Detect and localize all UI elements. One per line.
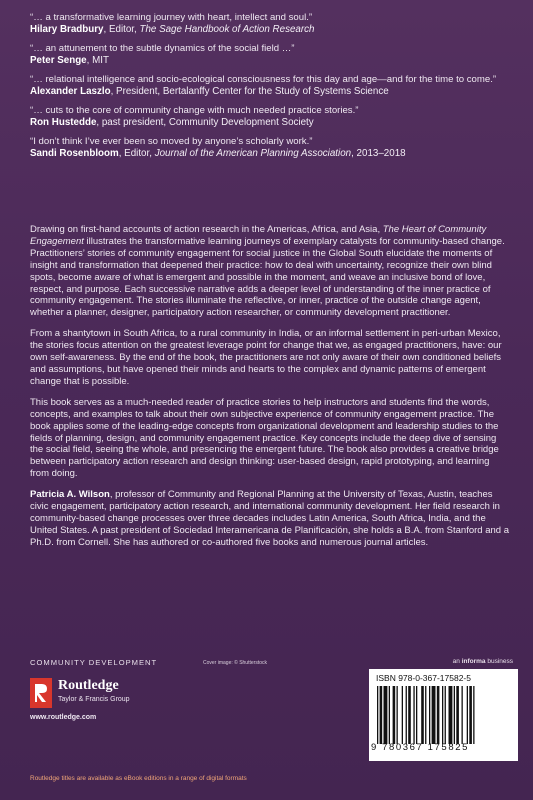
quote-author: Peter Senge [30,55,87,66]
informa-brand: informa [461,658,486,665]
ebook-note: Routledge titles are available as eBook editions in a range of digital formats [30,775,247,782]
quote-role: , Editor, [103,24,140,35]
publisher-name: Routledge [58,678,119,693]
blurb-paragraph-1 [30,224,510,319]
quote-after: , 2013–2018 [351,148,406,159]
quote-attribution [30,55,510,67]
quote-text: “… cuts to the core of community change with much needed practice stories.” [30,105,359,116]
blurb-text: Drawing on first-hand accounts of action research in the Americas, Africa, and Asia, [30,224,383,235]
blurb-paragraph-2: From a shantytown in South Africa, to a rural community in India, or an informal settlement in peri-urban Mexico, the stories focus attention on the greatest leverage point for change that we, as engaged practitioners, have: our own self-awareness. By the end of the book, the practitioners are not only aware of their own conditioned beliefs and assumptions, but have opened their minds and hearts to the complex and dynamic patterns of emergent change that is possible. [30,328,502,387]
quote-role: , President, Bertalanffy Center for the Study of Systems Science [110,86,389,97]
quote-work: Journal of the American Planning Association [154,148,352,159]
barcode-digits: 9 780367 175825 [371,742,469,753]
endorsements [30,12,510,167]
cover-credit: Cover image: © Shutterstock [203,660,267,666]
endorsement-5 [30,136,510,160]
quote-work: The Sage Handbook of Action Research [139,24,315,35]
publisher-logo [30,676,220,710]
quote-role: , MIT [86,55,109,66]
author-name: Patricia A. Wilson [30,489,110,501]
quote-attribution [30,86,510,98]
quote-author: Ron Hustedde [30,117,97,128]
barcode-bars [377,686,510,744]
quote-text: “I don’t think I’ve ever been so moved by anyone’s scholarly work.” [30,136,313,147]
quote-attribution [30,24,510,36]
quote-role: , Editor, [118,148,155,159]
quote-author: Hilary Bradbury [30,24,104,35]
informa-tagline [453,658,513,665]
informa-prefix: an [452,658,462,665]
quote-text: “… relational intelligence and socio-ecological consciousness for this day and age—and for the time to come.” [30,74,497,85]
book-title: The Heart of Community Engagement [30,224,487,247]
blurb-paragraph-3: This book serves as a much-needed reader of practice stories to help instructors and students find the words, concepts, and examples to talk about their own subjective experience of community engagement practice. The book applies some of the leading-edge concepts from organizational development and leadership studies to the fields of planning, design, and community engagement practice. Key concepts include the deep dive of sensing the social field, seeing the whole, and presencing the emergent future. The book also provides a creative bridge between participatory action research and design thinking: user-based design, rapid prototyping, and learning from doing. [30,396,499,480]
blurb-text: illustrates the transformative learning journeys of exemplary catalysts for community-based change. Practitioners’ stories of community engagement for social justice in the Global South elucidate the moments of insight and transformation that deepened their practice: how to deal with uncertainty, recognize their own blind spots, become aware of what is emergent and possible in the moment, and weave an inclusive bond of love, respect, and purpose. Each successive narrative adds a deeper level of understanding of the inner practice of community engagement. The stories illuminate the reflective, or inner, practice of the outside change agent, whether a planner, designer, participatory action researcher, or community development practitioner. [30,235,505,319]
blurb [30,224,510,558]
informa-suffix: business [485,658,513,665]
author-bio [30,489,510,549]
quote-author: Alexander Laszlo [30,86,111,97]
publisher-url[interactable]: www.routledge.com [30,714,97,721]
endorsement-2 [30,43,510,67]
endorsement-3 [30,74,510,98]
endorsement-1 [30,12,510,36]
publisher-group: Taylor & Francis Group [58,696,130,703]
quote-author: Sandi Rosenbloom [30,148,119,159]
isbn-barcode [369,669,518,761]
quote-role: , past president, Community Development Society [96,117,314,128]
endorsement-4 [30,105,510,129]
author-bio-text: , professor of Community and Regional Planning at the University of Texas, Austin, teaches civic engagement, participatory action research, and international community development. Her field research in community-based change processes over three decades includes Latin America, South Africa, India, and the United States. A past president of Sociedad Interamericana de Planificación, she holds a B.A. from Stanford and a Ph.D. from Cornell. She has authored or co-authored five books and numerous journal articles. [30,489,509,548]
subject-category: COMMUNITY DEVELOPMENT [30,658,158,667]
quote-text: “… an attunement to the subtle dynamics of the social field …” [30,43,295,54]
routledge-logo-icon [30,678,52,708]
quote-text: “… a transformative learning journey with heart, intellect and soul.” [30,12,313,23]
quote-attribution [30,148,510,160]
isbn-number: ISBN 978-0-367-17582-5 [376,673,471,683]
quote-attribution [30,117,510,129]
